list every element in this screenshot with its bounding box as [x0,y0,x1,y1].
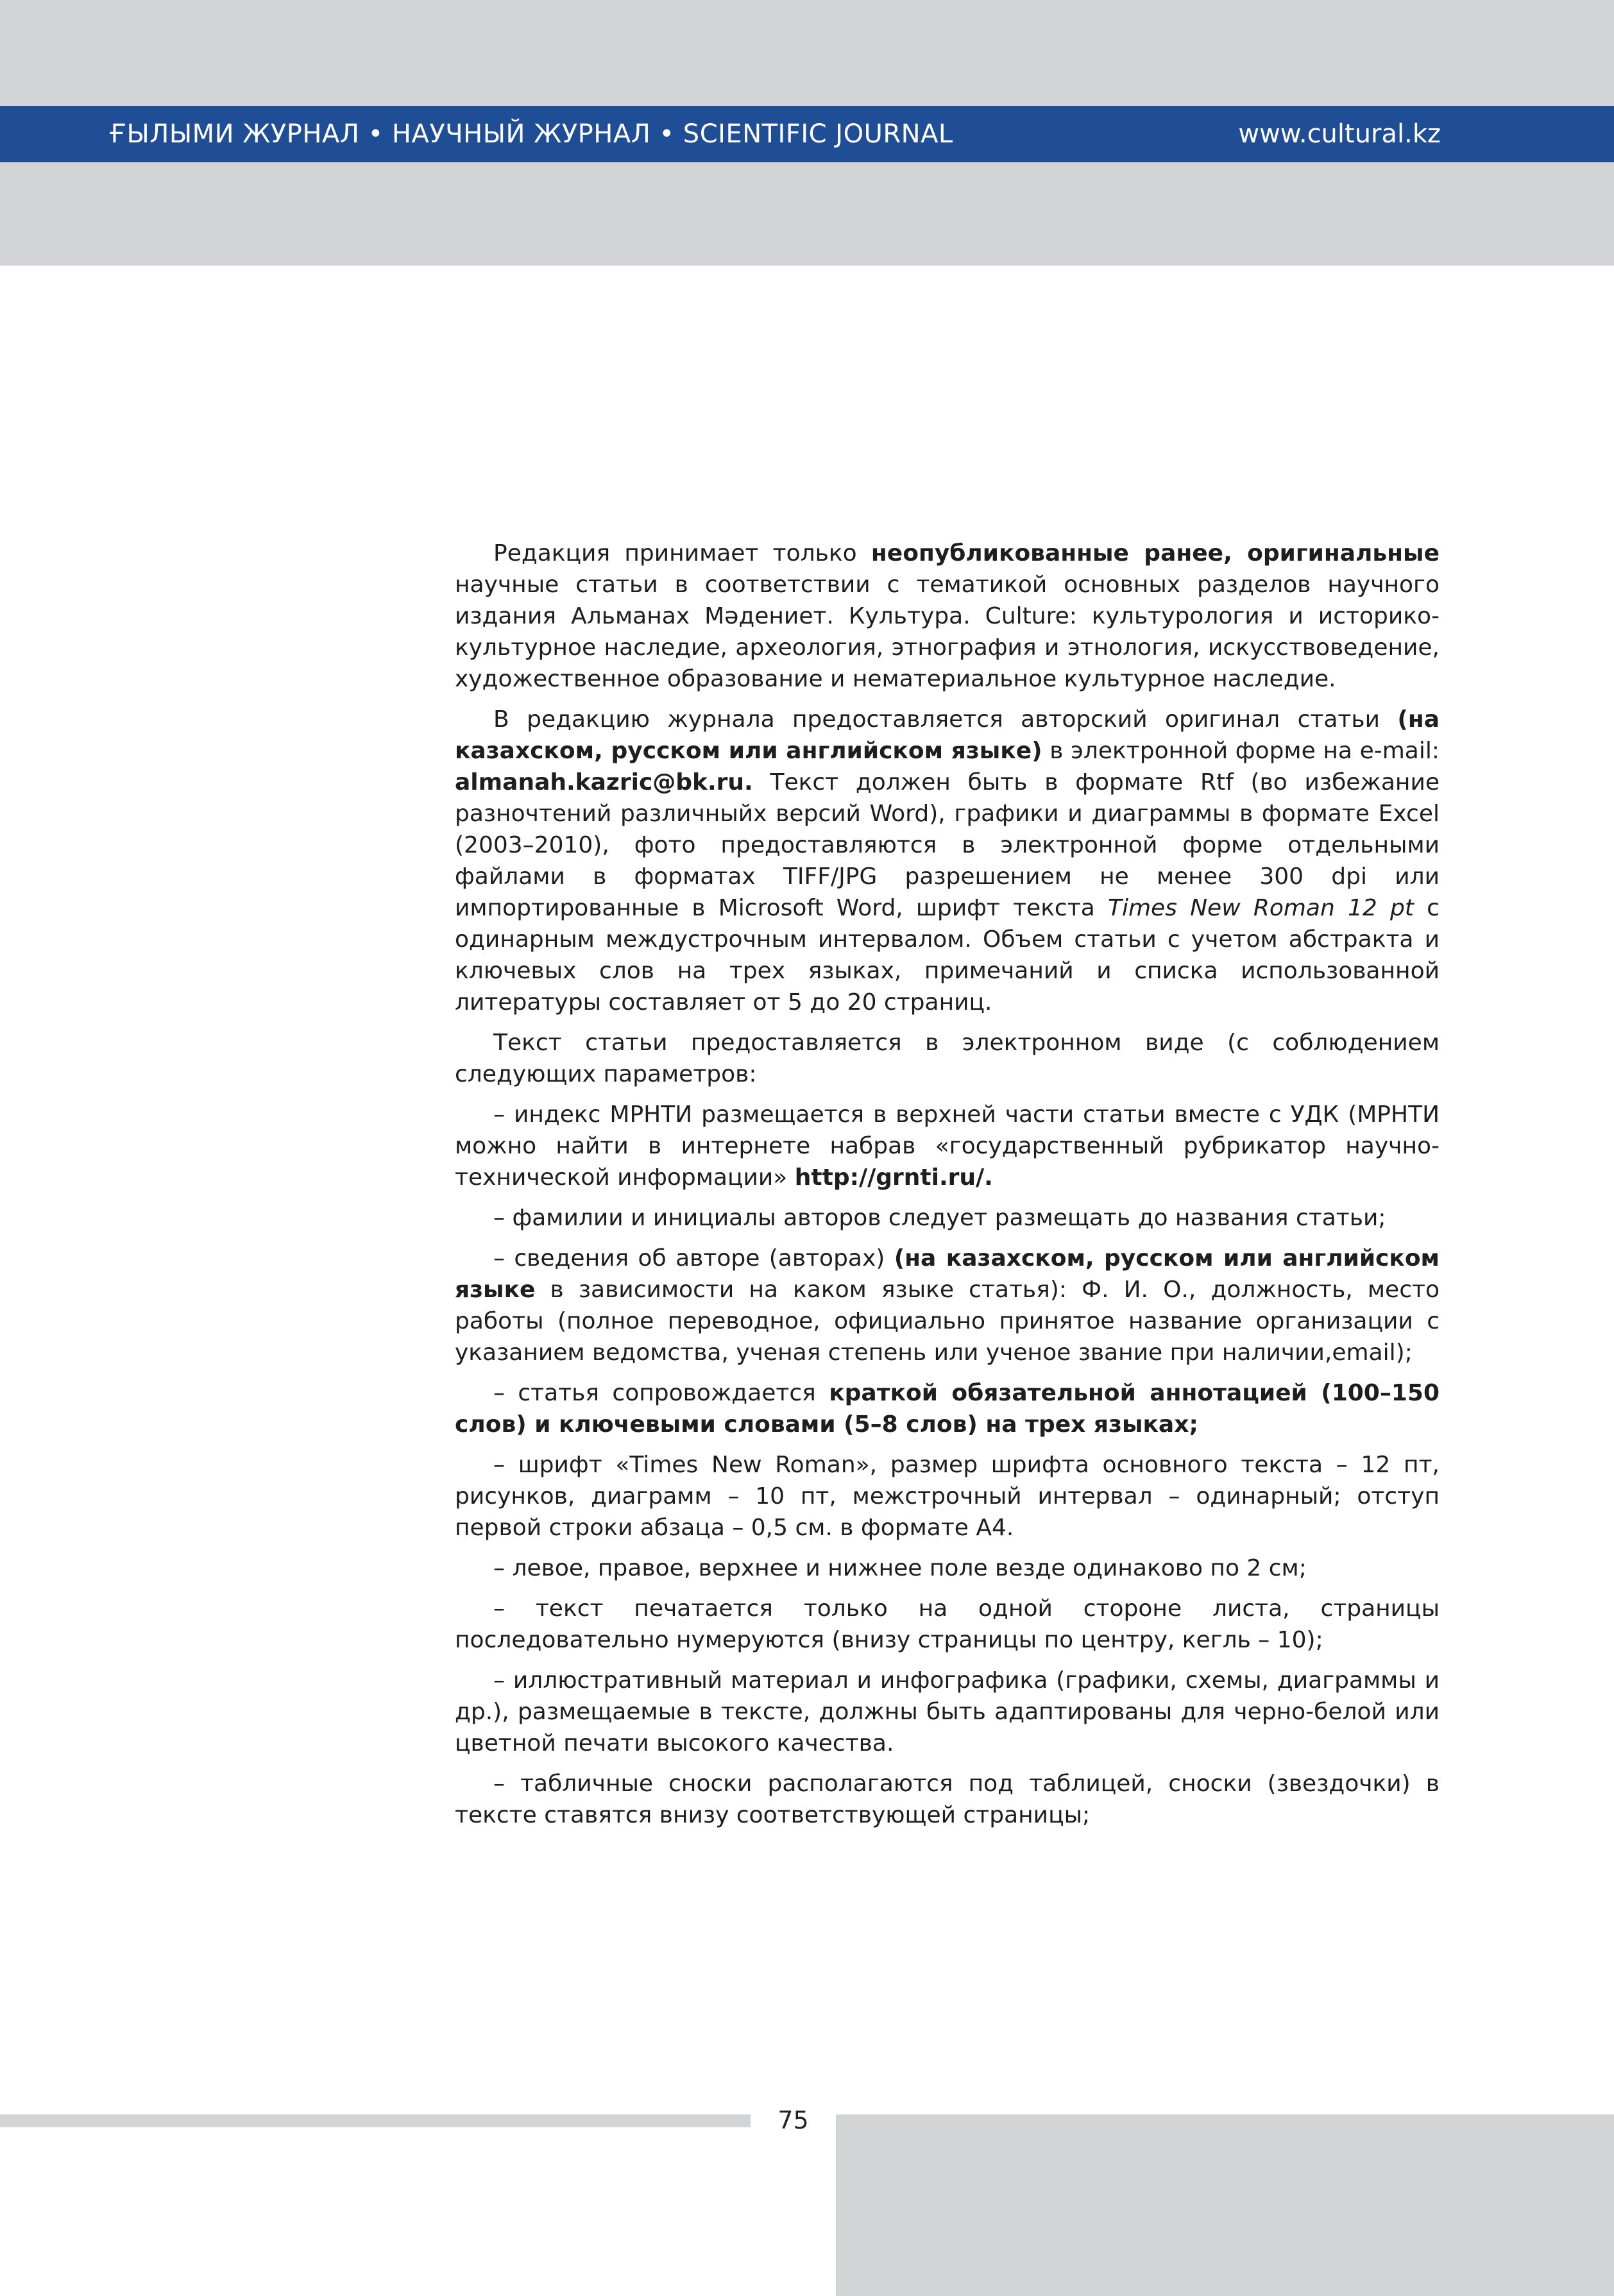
page-number: 75 [777,2106,809,2134]
list-item-author-names: – фамилии и инициалы авторов следует размещать до названия статьи; [493,1205,1386,1231]
grnti-link[interactable]: http://grnti.ru/. [794,1164,993,1191]
article-body [455,538,1440,1840]
website-link[interactable]: www.cultural.kz [1238,119,1441,149]
list-item-page-numbering: – текст печатается только на одной стороне листа, страницы последовательно нумеруются (внизу страницы по центру, кегль – 10); [455,1595,1440,1653]
list-item-footnotes: – табличные сноски располагаются под таблицей, сноски (звездочки) в тексте ставятся внизу соответствующей страницы; [455,1771,1440,1828]
list-item-illustrations: – иллюстративный материал и инфографика (графики, схемы, диаграммы и др.), размещаемые в тексте, должны быть адаптированы для черно-белой или цветной печати высокого качества. [455,1667,1440,1756]
footer-gray-line [0,2114,751,2127]
email-link[interactable]: almanah.kazric@bk.ru. [455,769,753,795]
list-item-abstract: – статья сопровождается краткой обязательной аннотацией (100–150 слов) и ключевыми словами (5–8 слов) на трех языках; [455,1380,1440,1438]
paragraph-text-parameters: Текст статьи предоставляется в электронном виде (с соблюдением следующих параметров: [455,1030,1440,1087]
list-item-margins: – левое, правое, верхнее и нижнее поле везде одинаково по 2 см; [493,1555,1307,1581]
footer-gray-box [836,2114,1614,2296]
paragraph-editorial-policy: Редакция принимает только неопубликованные ранее, оригинальные научные статьи в соответствии с тематикой основных разделов научного издания Альманах Мәдениет. Культура. Culture: культурология и историко-культурное наследие, археология, этнография и этнология, искусствоведение, художественное образование и нематериальное культурное наследие. [455,540,1440,692]
list-item-font: – шрифт «Times New Roman», размер шрифта основного текста – 12 пт, рисунков, диаграмм – 10 пт, межстрочный интервал – одинарный; отступ первой строки абзаца – 0,5 см. в формате А4. [455,1452,1440,1541]
list-item-mrnti-index: – индекс МРНТИ размещается в верхней части статьи вместе с УДК (МРНТИ можно найти в интернете набрав «государственный рубрикатор научно-технической информации» http://grnti.ru/. [455,1101,1440,1191]
journal-header-bar [0,106,1614,162]
paragraph-submission-format: В редакцию журнала предоставляется авторский оригинал статьи (на казахском, русском или английском языке) в электронной форме на e-mail: almanah.kazric@bk.ru. Текст должен быть в формате Rtf (во избежание разночтений различныйх версий Word), графики и диаграммы в формате Excel (2003–2010), фото предоставляются в электронной форме отдельными файлами в форматах TIFF/JPG разрешением не менее 300 dpi или импортированные в Microsoft Word, шрифт текста Times New Roman 12 pt с одинарным междустрочным интервалом. Объем статьи с учетом абстракта и ключевых слов на трех языках, примечаний и списка использованной литературы составляет от 5 до 20 страниц. [455,706,1440,1016]
list-item-author-info: – сведения об авторе (авторах) (на казахском, русском или английском языке в зависимости на каком языке статья): Ф. И. О., должность, место работы (полное переводное, официально принятое название организации с указанием ведомства, ученая степень или ученое звание при наличии,email); [455,1245,1440,1366]
journal-title: ҒЫЛЫМИ ЖУРНАЛ • НАУЧНЫЙ ЖУРНАЛ • SCIENTIFIC JOURNAL [109,119,953,149]
